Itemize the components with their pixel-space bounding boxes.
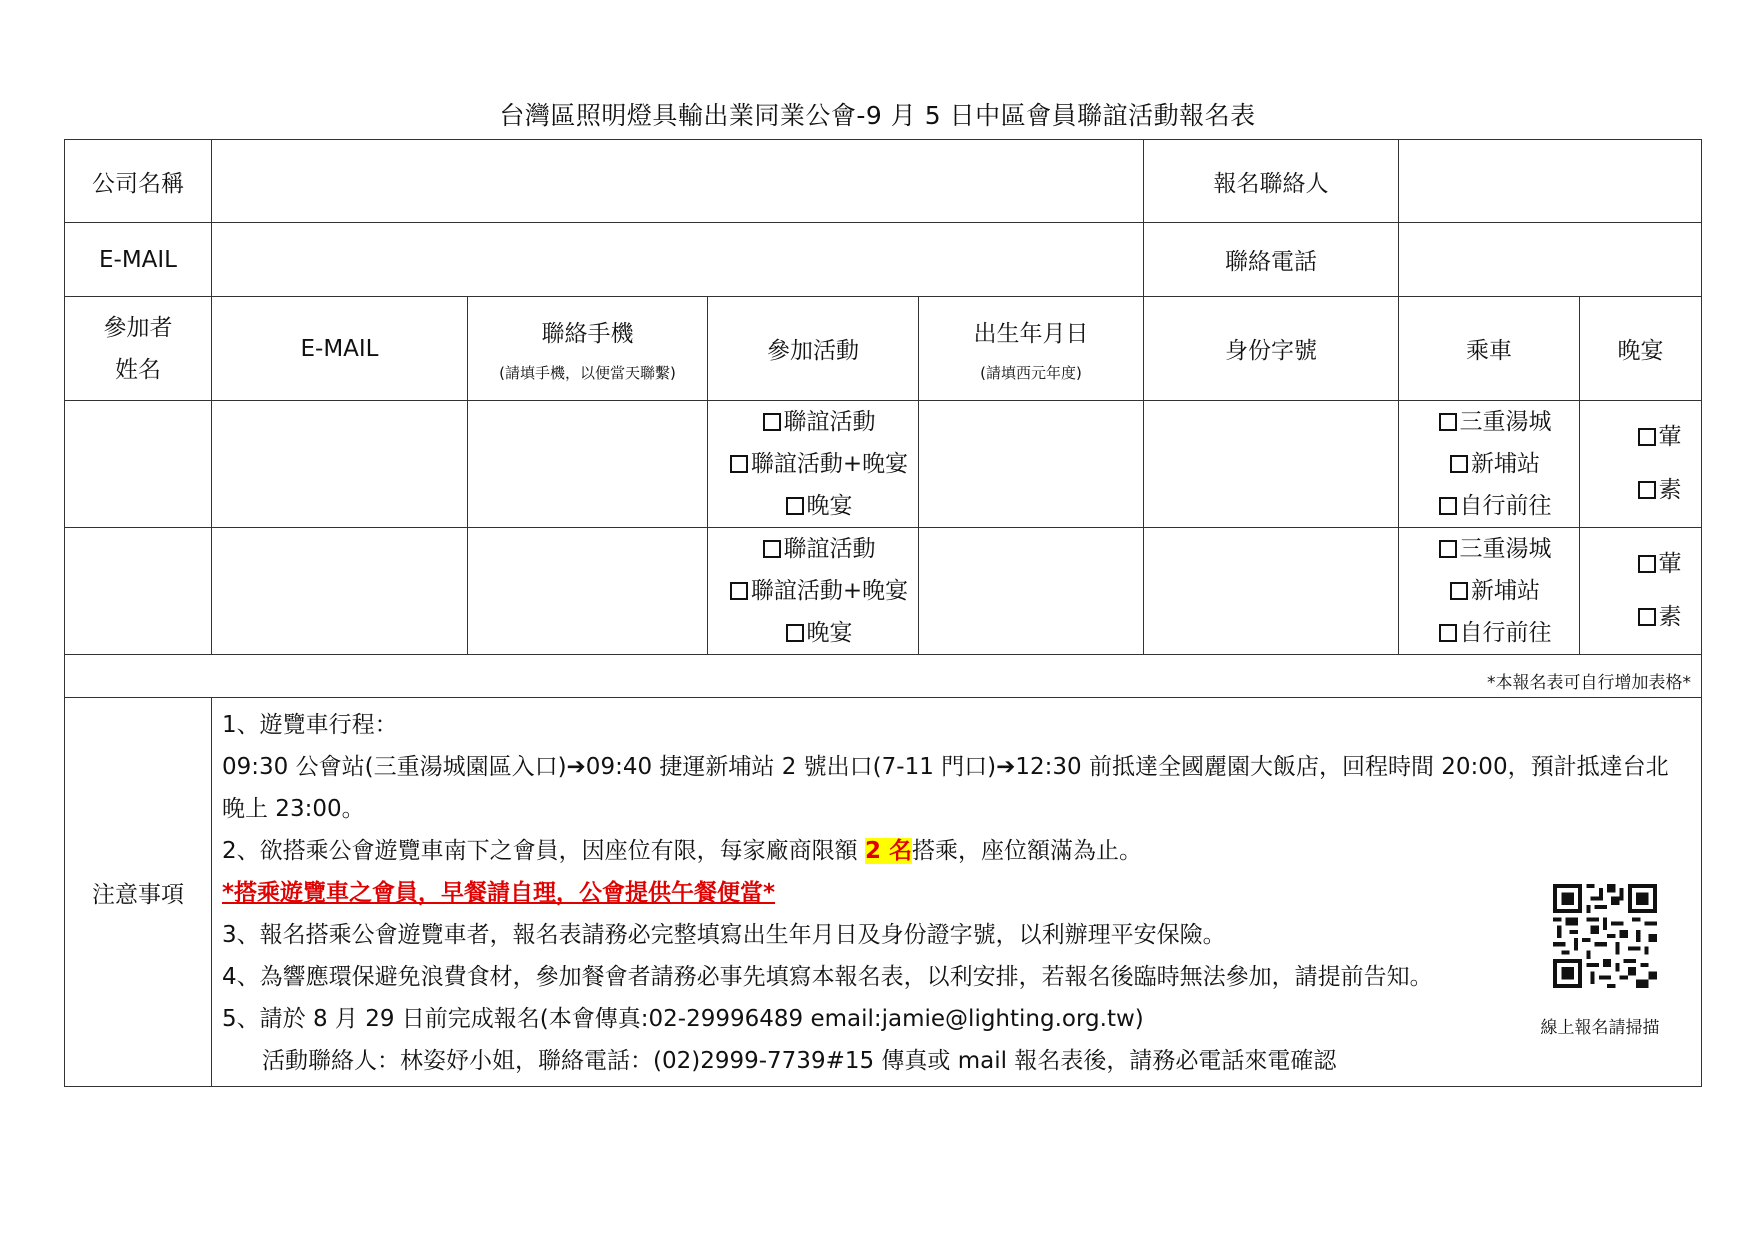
bus-option-sanchong[interactable] [1411, 401, 1579, 443]
meal-option-meat[interactable] [1618, 538, 1701, 591]
meal-option-vegetarian[interactable] [1618, 591, 1701, 644]
checkbox-icon[interactable] [1638, 608, 1656, 626]
option-label: 聯誼活動 [783, 409, 876, 435]
contact-person-field[interactable] [1399, 140, 1702, 223]
option-label: 自行前往 [1459, 493, 1552, 519]
checkbox-icon[interactable] [1439, 540, 1457, 558]
participant-row [65, 528, 1702, 655]
option-label: 新埔站 [1471, 578, 1540, 604]
phone-field[interactable] [1399, 223, 1702, 297]
bus-option-xinpu[interactable] [1411, 570, 1579, 612]
option-label: 三重湯城 [1459, 536, 1552, 562]
option-label: 聯誼活動+晚宴 [750, 578, 909, 604]
col-header-birthdate-note: (請填西元年度) [980, 363, 1082, 382]
participant-email-field[interactable] [212, 401, 468, 528]
checkbox-icon[interactable] [763, 540, 781, 558]
extra-rows-note: *本報名表可自行增加表格* [65, 655, 1702, 698]
option-label: 素 [1658, 604, 1682, 630]
bus-option-self[interactable] [1411, 612, 1579, 654]
checkbox-icon[interactable] [1450, 455, 1468, 473]
checkbox-icon[interactable] [763, 413, 781, 431]
col-header-mobile-label: 聯絡手機 [541, 320, 634, 347]
checkbox-icon[interactable] [1439, 624, 1457, 642]
col-header-birthdate-label: 出生年月日 [973, 320, 1089, 347]
notes-content [212, 698, 1702, 1087]
note-warning-text: *搭乘遊覽車之會員，早餐請自理，公會提供午餐便當* [222, 880, 776, 906]
checkbox-icon[interactable] [786, 497, 804, 515]
participant-email-field[interactable] [212, 528, 468, 655]
checkbox-icon[interactable] [730, 455, 748, 473]
note-contact: 活動聯絡人：林姿妤小姐，聯絡電話：(02)2999-7739#15 傳真或 mail 報名表後，請務必電話來電確認 [262, 1048, 1337, 1074]
checkbox-icon[interactable] [1638, 555, 1656, 573]
participant-birthdate-field[interactable] [919, 528, 1144, 655]
notes-label: 注意事項 [65, 698, 212, 1087]
checkbox-icon[interactable] [1439, 497, 1457, 515]
meal-option-meat[interactable] [1618, 411, 1701, 464]
option-label: 晚宴 [806, 493, 853, 519]
bus-option-sanchong[interactable] [1411, 528, 1579, 570]
company-name-field[interactable] [212, 140, 1144, 223]
page-title: 台灣區照明燈具輸出業同業公會-9 月 5 日中區會員聯誼活動報名表 [499, 101, 1256, 130]
checkbox-icon[interactable] [1638, 428, 1656, 446]
bus-option-self[interactable] [1411, 485, 1579, 527]
note-2-highlight: 2 名 [864, 838, 912, 864]
option-label: 新埔站 [1471, 451, 1540, 477]
checkbox-icon[interactable] [1439, 413, 1457, 431]
company-name-label: 公司名稱 [65, 140, 212, 223]
col-header-dinner: 晚宴 [1580, 297, 1702, 401]
participant-mobile-field[interactable] [468, 528, 708, 655]
checkbox-icon[interactable] [1450, 582, 1468, 600]
col-header-name [65, 297, 212, 401]
option-label: 聯誼活動+晚宴 [750, 451, 909, 477]
activity-option-social-dinner[interactable] [720, 443, 918, 485]
note-5: 5、請於 8 月 29 日前完成報名(本會傳真:02-29996489 email:jamie@lighting.org.tw) [222, 1006, 1144, 1032]
email-row [65, 223, 1702, 297]
note-2-text-end: 搭乘，座位額滿為止。 [911, 838, 1142, 864]
note-2 [222, 830, 1691, 872]
meal-options [1580, 528, 1702, 655]
qr-code-icon[interactable] [1553, 884, 1657, 988]
activity-option-social[interactable] [720, 528, 918, 570]
bus-options [1399, 401, 1580, 528]
activity-options [708, 401, 919, 528]
bus-options [1399, 528, 1580, 655]
column-header-row [65, 297, 1702, 401]
checkbox-icon[interactable] [786, 624, 804, 642]
email-field[interactable] [212, 223, 1144, 297]
checkbox-icon[interactable] [730, 582, 748, 600]
notes-row [65, 698, 1702, 1087]
option-label: 素 [1658, 477, 1682, 503]
activity-option-dinner[interactable] [720, 485, 918, 527]
participant-id-field[interactable] [1144, 401, 1399, 528]
participant-name-field[interactable] [65, 528, 212, 655]
note-1: 1、遊覽車行程： [222, 712, 398, 738]
note-4: 4、為響應環保避免浪費食材，參加餐會者請務必事先填寫本報名表，以利安排，若報名後臨時無法參加，請提前告知。 [222, 964, 1433, 990]
note-2-text: 2、欲搭乘公會遊覽車南下之會員，因座位有限，每家廠商限額 [222, 838, 865, 864]
meal-option-vegetarian[interactable] [1618, 464, 1701, 517]
col-header-email: E-MAIL [212, 297, 468, 401]
option-label: 三重湯城 [1459, 409, 1552, 435]
col-header-activity: 參加活動 [708, 297, 919, 401]
contact-person-label: 報名聯絡人 [1144, 140, 1399, 223]
col-header-name-line2: 姓名 [115, 356, 161, 383]
participant-name-field[interactable] [65, 401, 212, 528]
option-label: 晚宴 [806, 620, 853, 646]
note-3: 3、報名搭乘公會遊覽車者，報名表請務必完整填寫出生年月日及身份證字號，以利辦理平安保險。 [222, 922, 1226, 948]
option-label: 葷 [1658, 424, 1682, 450]
col-header-bus: 乘車 [1399, 297, 1580, 401]
registration-form-table [64, 139, 1702, 1087]
participant-mobile-field[interactable] [468, 401, 708, 528]
phone-label: 聯絡電話 [1144, 223, 1399, 297]
qr-caption: 線上報名請掃描 [1540, 1018, 1660, 1038]
col-header-mobile-note: (請填手機，以便當天聯繫) [499, 363, 676, 382]
checkbox-icon[interactable] [1638, 481, 1656, 499]
note-warning [222, 872, 1691, 914]
col-header-birthdate [919, 297, 1144, 401]
extra-note-row [65, 655, 1702, 698]
option-label: 自行前往 [1459, 620, 1552, 646]
company-row [65, 140, 1702, 223]
participant-row [65, 401, 1702, 528]
bus-option-xinpu[interactable] [1411, 443, 1579, 485]
meal-options [1580, 401, 1702, 528]
participant-birthdate-field[interactable] [919, 401, 1144, 528]
note-1-detail: 09:30 公會站(三重湯城園區入口)➔09:40 捷運新埔站 2 號出口(7-11 門口)➔12:30 前抵達全國麗園大飯店，回程時間 20:00，預計抵達台北晚上 23:00。 [222, 754, 1669, 822]
activity-options [708, 528, 919, 655]
email-label: E-MAIL [65, 223, 212, 297]
activity-option-social[interactable] [720, 401, 918, 443]
participant-id-field[interactable] [1144, 528, 1399, 655]
activity-option-social-dinner[interactable] [720, 570, 918, 612]
activity-option-dinner[interactable] [720, 612, 918, 654]
option-label: 聯誼活動 [783, 536, 876, 562]
col-header-mobile [468, 297, 708, 401]
col-header-id-number: 身份字號 [1144, 297, 1399, 401]
col-header-name-line1: 參加者 [103, 314, 173, 341]
option-label: 葷 [1658, 551, 1682, 577]
